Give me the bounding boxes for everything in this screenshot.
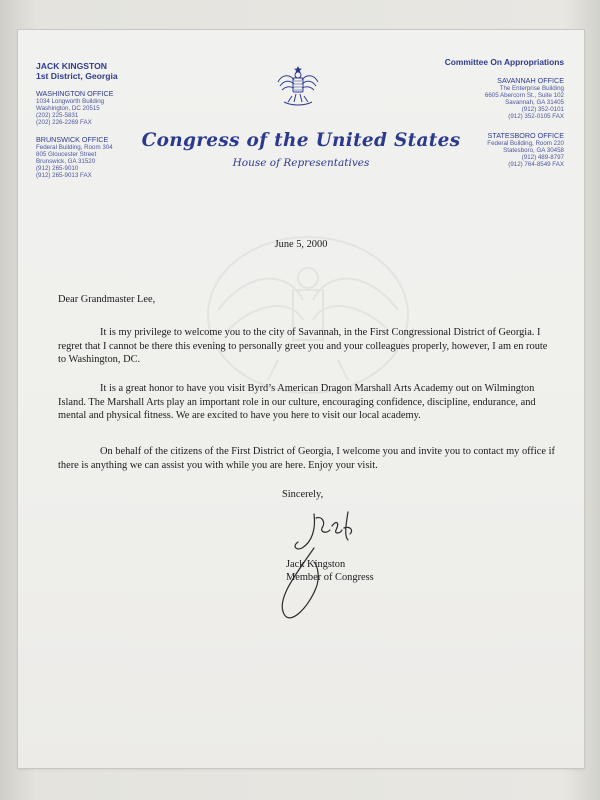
brunswick-office-line: (912) 265-9010	[36, 165, 79, 173]
statesboro-office-title: STATESBORO OFFICE	[487, 130, 564, 140]
representative-name: JACK KINGSTON	[36, 61, 107, 71]
letter-closing: Sincerely,	[282, 489, 324, 500]
savannah-office-line: The Enterprise Building	[499, 84, 564, 92]
washington-office-line: Washington, DC 20515	[36, 105, 100, 113]
signer-name: Jack Kingston	[286, 559, 346, 570]
representative-district: 1st District, Georgia	[36, 70, 118, 81]
washington-office-line: 1034 Longworth Building	[36, 98, 105, 106]
right-letterhead-block	[374, 58, 564, 168]
statesboro-office-line: (912) 764-8549 FAX	[508, 161, 564, 169]
letter-date: June 5, 2000	[274, 239, 328, 250]
washington-office-line: (202) 226-2269 FAX	[36, 119, 92, 127]
letter-page	[18, 30, 584, 768]
letter-paragraph: On behalf of the citizens of the First District of Georgia, I welcome you and invite you to contact my office if there is anything we can assist you with while you are here. Enjoy your visit.	[58, 446, 555, 471]
savannah-office-title: SAVANNAH OFFICE	[497, 75, 564, 85]
statesboro-office-line: Federal Building, Room 220	[487, 139, 564, 147]
brunswick-office-line: 805 Gloucester Street	[36, 150, 97, 158]
letterhead-subtitle: House of Representatives	[232, 157, 370, 169]
washington-office-line: (202) 225-5831	[36, 112, 79, 120]
washington-office-title: WASHINGTON OFFICE	[36, 88, 114, 98]
signer-title: Member of Congress	[286, 572, 374, 583]
brunswick-office-title: BRUNSWICK OFFICE	[36, 134, 109, 144]
savannah-office-line: (912) 352-0105 FAX	[508, 113, 564, 121]
eagle-seal-icon	[270, 56, 326, 112]
savannah-office-line: 6605 Abercorn St., Suite 102	[484, 92, 564, 100]
brunswick-office-line: (912) 265-9013 FAX	[36, 172, 92, 180]
brunswick-office-line: Federal Building, Room 304	[36, 143, 113, 151]
committee-name: Committee On Appropriations	[444, 57, 564, 67]
statesboro-office-line: Statesboro, GA 30458	[503, 146, 564, 154]
letter-salutation: Dear Grandmaster Lee,	[58, 294, 156, 305]
eagle-watermark-icon	[198, 230, 418, 400]
savannah-office-line: (912) 352-0101	[521, 106, 564, 114]
brunswick-office-line: Brunswick, GA 31520	[36, 158, 96, 166]
letter-paragraph: It is my privilege to welcome you to the city of Savannah, in the First Congressional District of Georgia. I regret that I cannot be there this evening to personally greet you and your colleagues properly, however, I am en route to Washington, DC.	[58, 327, 548, 366]
letter-paragraph: It is a great honor to have you visit Byrd’s American Dragon Marshall Arts Academy out on Wilmington Island. The Marshall Arts play an important role in our culture, encouraging confidence, discipline, endurance, and mental and physical fitness. We are excited to have you here to visit our local academy.	[58, 383, 536, 422]
letterhead-title: Congress of the United States	[141, 130, 461, 151]
statesboro-office-line: (912) 489-8797	[521, 154, 564, 162]
savannah-office-line: Savannah, GA 31405	[505, 99, 564, 107]
